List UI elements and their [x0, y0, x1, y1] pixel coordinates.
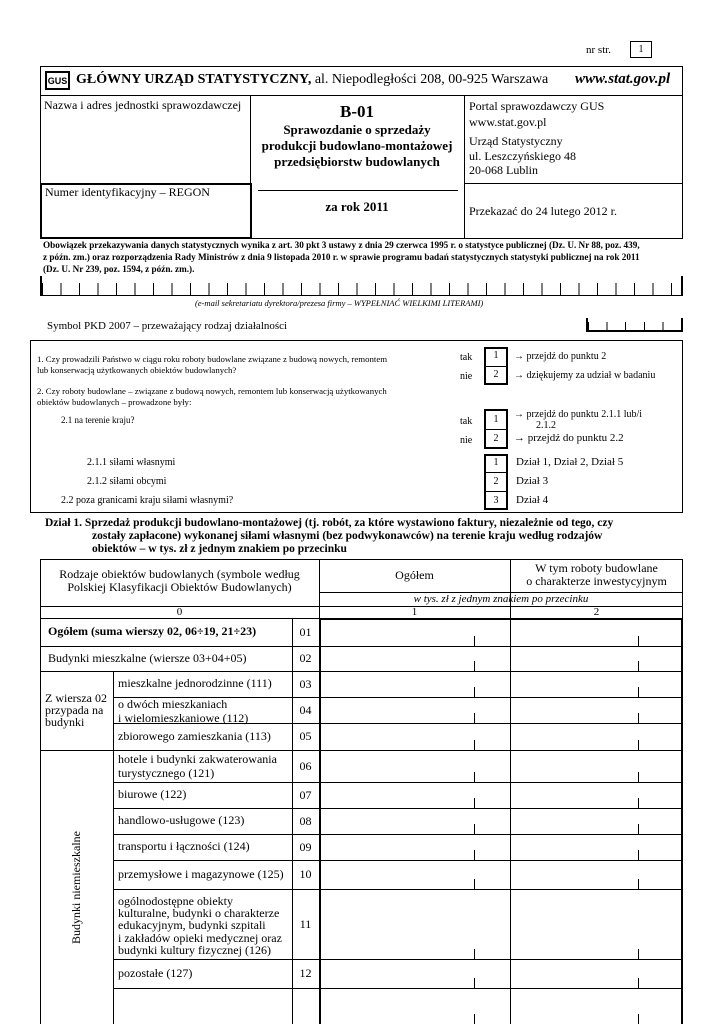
row-09-code: 09 [299, 839, 312, 854]
q1-no-label: nie [460, 371, 473, 382]
decimal-tick [474, 850, 475, 860]
q21-no-code: 2 [493, 433, 499, 444]
q21-yes-note2: 2.1.2 [536, 420, 556, 431]
decimal-tick [474, 687, 475, 697]
row-08-label: handlowo-usługowe (123) [118, 813, 245, 828]
q1-text-line2: lub konserwacją użytkowanych obiektów budowlanych? [37, 365, 237, 375]
form-code: B-01 [340, 102, 374, 121]
row-12-code: 12 [299, 966, 312, 980]
q212-note: Dział 3 [516, 475, 549, 487]
col1-header: Ogółem [395, 568, 434, 582]
header-title [76, 72, 548, 88]
col2-header-line1: W tym roboty budowlane [535, 561, 658, 575]
data-entry-area [319, 618, 683, 1024]
decimal-tick [474, 978, 475, 988]
decimal-tick [474, 798, 475, 808]
decimal-tick [638, 850, 639, 860]
decimal-tick [474, 661, 475, 671]
q1-yes-note: → przejdź do punktu 2 [514, 351, 607, 362]
page-number: 1 [638, 44, 644, 55]
form-title-line2: produkcji budowlano-montażowej [261, 138, 453, 153]
email-caption: (e-mail sekretariatu dyrektora/prezesa firmy – WYPEŁNIAĆ WIELKIMI LITERAMI) [195, 298, 484, 308]
gus-logo-icon: GUS [45, 71, 70, 90]
q211-code: 1 [493, 457, 499, 468]
q1-no-code: 2 [493, 369, 499, 380]
row-12-label: pozostałe (127) [118, 965, 193, 980]
col0-header-line2: Polskiej Klasyfikacji Obiektów Budowlanych) [67, 580, 292, 594]
decimal-tick [638, 661, 639, 671]
q22-text: 2.2 poza granicami kraju siłami własnymi? [61, 495, 234, 506]
q21-yes-code: 1 [493, 414, 499, 425]
row-06-label: hotele i budynki zakwaterowania turystycznego (121) [118, 752, 277, 780]
decimal-tick [638, 824, 639, 834]
portal-name: Portal sprawozdawczy GUS [469, 99, 605, 113]
decimal-tick [638, 687, 639, 697]
deadline: Przekazać do 24 lutego 2012 r. [469, 204, 617, 218]
legal-line3: (Dz. U. Nr 239, poz. 1594, z późn. zm.). [43, 264, 195, 274]
form-title-line1: Sprawozdanie o sprzedaży [283, 122, 431, 137]
decimal-tick [474, 824, 475, 834]
section1-heading-line3: obiektów – w tys. zł z jednym znakiem po przecinku [92, 543, 347, 555]
section1-heading-line2: zostały zapłacone) wykonanej siłami własnymi (bez podwykonawców) na terenie kraju według rodzajów [92, 530, 603, 542]
q22-code: 3 [493, 495, 499, 506]
q21-text: 2.1 na terenie kraju? [61, 415, 135, 425]
row-10-label: przemysłowe i magazynowe (125) [118, 866, 284, 881]
website: www.stat.gov.pl [575, 71, 671, 87]
q1-yes-label: tak [460, 352, 473, 363]
regon-label: Numer identyfikacyjny – REGON [45, 185, 210, 199]
q21-no-label: nie [460, 435, 473, 446]
legal-line1: Obowiązek przekazywania danych statystycznych wynika z art. 30 pkt 3 ustawy z dnia 29 czerwca 1995 r. o statystyce publicznej (Dz. U. Nr 88, poz. 439, [43, 240, 640, 250]
q21-yes-note1: → przejdź do punktu 2.1.1 lub/i [514, 409, 643, 420]
row-05-label: zbiorowego zamieszkania (113) [118, 728, 271, 743]
decimal-tick [474, 772, 475, 782]
decimal-tick [474, 1014, 475, 1024]
row-07-code: 07 [299, 787, 312, 802]
row-02-code: 02 [299, 651, 312, 665]
decimal-tick [638, 978, 639, 988]
form-title-line3: przedsiębiorstw budowlanych [274, 154, 440, 169]
page-number-label: nr str. [586, 44, 612, 56]
decimal-tick [474, 713, 475, 723]
q212-code: 2 [493, 476, 499, 487]
q2-text-line1: 2. Czy roboty budowlane – związane z budową nowych, remontem lub konserwacją użytkowanych [37, 386, 387, 396]
col0-header-line1: Rodzaje obiektów budowlanych (symbole według [59, 567, 300, 581]
decimal-tick [638, 740, 639, 750]
institution-address: al. Niepodległości 208, 00-925 Warszawa [314, 72, 549, 87]
row-04-label: o dwóch mieszkaniach i wielomieszkaniowe (112) [118, 697, 249, 725]
units-label: w tys. zł z jednym znakiem po przecinku [413, 593, 589, 605]
legal-line2: z późn. zm.) oraz rozporządzenia Rady Ministrów z dnia 9 listopada 2010 r. w sprawie programu badań statystycznych statystyki publicznej na rok 2011 [43, 252, 640, 262]
row-11-code: 11 [299, 916, 312, 931]
row-03-code: 03 [299, 676, 312, 691]
page-number-box [630, 41, 652, 58]
q211-text: 2.1.1 siłami własnymi [87, 457, 176, 468]
pkd-label: Symbol PKD 2007 – przeważający rodzaj działalności [47, 320, 288, 332]
portal-url: www.stat.gov.pl [469, 115, 547, 129]
group-residential-label: Z wiersza 02 przypada na budynki [45, 691, 107, 729]
decimal-tick [474, 879, 475, 889]
col2-header-line2: o charakterze inwestycyjnym [526, 574, 667, 588]
row-02-label: Budynki mieszkalne (wiersze 03+04+05) [48, 650, 247, 665]
row-07-label: biurowe (122) [118, 787, 187, 802]
row-05-code: 05 [299, 729, 312, 743]
row-01-code: 01 [299, 624, 312, 639]
section1-heading-line1: Dział 1. Sprzedaż produkcji budowlano-montażowej (tj. robót, za które wystawiono faktury, niezależnie od tego, czy [45, 517, 614, 529]
office-city: 20-068 Lublin [469, 163, 538, 177]
row-04-code: 04 [299, 702, 312, 717]
q1-text-line1: 1. Czy prowadzili Państwo w ciągu roku roboty budowlane związane z budową nowych, remontem [37, 354, 388, 364]
col0-number: 0 [176, 606, 183, 618]
q21-yes-label: tak [460, 416, 473, 427]
decimal-tick [638, 798, 639, 808]
row-08-code: 08 [299, 813, 312, 828]
form-year: za rok 2011 [325, 199, 389, 214]
office-street: ul. Leszczyńskiego 48 [469, 149, 576, 163]
row-01-label: Ogółem (suma wierszy 02, 06÷19, 21÷23) [48, 624, 257, 639]
q1-yes-code: 1 [493, 350, 499, 361]
q22-note: Dział 4 [516, 494, 549, 506]
row-10-code: 10 [299, 867, 312, 881]
q21-no-note: → przejdź do punktu 2.2 [514, 432, 624, 444]
decimal-tick [638, 636, 639, 646]
group-nonresidential-label: Budynki niemieszkalne [69, 830, 84, 944]
row-11-label: ogólnodostępne obiekty kulturalne, budynki o charakterze edukacyjnym, budynki szpitali i zakładów opieki medycznej oraz budynki kultury fizycznej (126) [118, 894, 282, 957]
name-address-label: Nazwa i adres jednostki sprawozdawczej [44, 98, 242, 112]
col1-number: 1 [411, 606, 418, 618]
pkd-input[interactable] [586, 318, 683, 332]
decimal-tick [638, 879, 639, 889]
decimal-tick [474, 636, 475, 646]
row-03-label: mieszkalne jednorodzinne (111) [118, 676, 272, 691]
decimal-tick [638, 1014, 639, 1024]
decimal-tick [474, 740, 475, 750]
q211-note: Dział 1, Dział 2, Dział 5 [516, 456, 624, 468]
office-name: Urząd Statystyczny [469, 134, 563, 148]
decimal-tick [638, 949, 639, 959]
decimal-tick [638, 772, 639, 782]
q2-text-line2: obiektów budowlanych – prowadzone były: [37, 397, 192, 407]
row-09-label: transportu i łączności (124) [118, 839, 250, 854]
decimal-tick [638, 713, 639, 723]
q212-text: 2.1.2 siłami obcymi [87, 476, 167, 487]
email-input[interactable] [40, 276, 683, 296]
q1-no-note: → dziękujemy za udział w badaniu [514, 370, 656, 381]
col2-number: 2 [593, 606, 600, 618]
institution-name: GŁÓWNY URZĄD STATYSTYCZNY, [76, 72, 312, 87]
row-06-code: 06 [299, 758, 312, 773]
decimal-tick [474, 949, 475, 959]
